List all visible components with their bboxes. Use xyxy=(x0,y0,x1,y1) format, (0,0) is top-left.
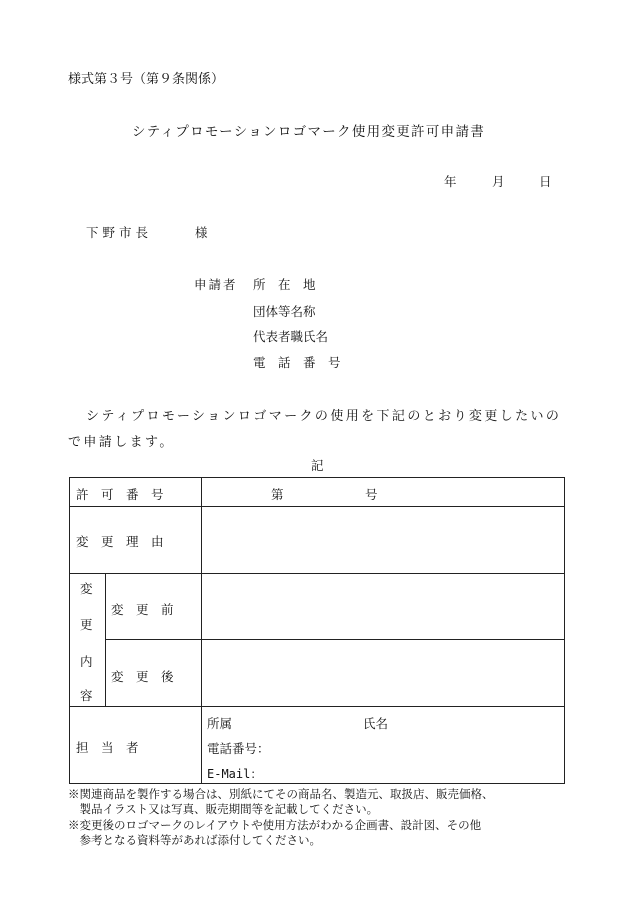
note-line-4: 参考となる資料等があれば添付してください。 xyxy=(68,833,321,847)
addressee-honorific: 様 xyxy=(195,225,208,240)
table-divider xyxy=(105,573,106,706)
note-line-1: ※関連商品を製作する場合は、別紙にてその商品名、製造元、取扱店、販売価格、 xyxy=(68,787,494,801)
addressee-name: 下野市長 xyxy=(86,225,153,240)
table-divider xyxy=(201,478,202,783)
permit-number-label: 許 可 番 号 xyxy=(76,487,164,502)
document-title: シティプロモーションロゴマーク使用変更許可申請書 xyxy=(132,124,486,140)
change-reason-label: 変 更 理 由 xyxy=(76,534,164,549)
application-table xyxy=(69,477,565,784)
contact-email: E-Mail： xyxy=(207,767,263,781)
contact-phone: 電話番号： xyxy=(207,741,270,756)
change-content-char-3: 内 xyxy=(80,654,93,669)
change-content-char-4: 容 xyxy=(80,688,93,703)
date-month: 月 xyxy=(492,174,505,189)
applicant-label: 申請者 xyxy=(194,277,238,292)
table-divider xyxy=(105,639,564,640)
table-divider xyxy=(70,706,564,707)
change-content-char-2: 更 xyxy=(80,617,93,632)
change-content-char-1: 変 xyxy=(80,581,93,596)
ki-heading: 記 xyxy=(311,458,324,473)
contact-affiliation: 所属 xyxy=(207,716,233,731)
form-number: 様式第３号（第９条関係） xyxy=(68,72,225,87)
date-year: 年 xyxy=(444,174,457,189)
table-divider xyxy=(70,573,564,574)
applicant-field-organization: 団体等名称 xyxy=(253,304,316,319)
after-change-label: 変 更 後 xyxy=(111,669,174,684)
permit-number-suffix: 号 xyxy=(365,487,378,502)
date-day: 日 xyxy=(539,174,552,189)
before-change-label: 変 更 前 xyxy=(111,602,174,617)
note-line-3: ※変更後のロゴマークのレイアウトや使用方法がわかる企画書、設計図、その他 xyxy=(68,818,482,832)
body-text-line1: シティプロモーションロゴマークの使用を下記のとおり変更したいの xyxy=(86,409,562,424)
table-divider xyxy=(70,506,564,507)
note-line-2: 製品イラスト又は写真、販売期間等を記載してください。 xyxy=(68,802,379,816)
applicant-field-address: 所 在 地 xyxy=(253,277,316,292)
applicant-field-phone: 電 話 番 号 xyxy=(253,355,341,370)
permit-number-prefix: 第 xyxy=(271,487,284,502)
body-text-line2: で申請します。 xyxy=(68,435,175,450)
contact-person-label: 担 当 者 xyxy=(76,740,139,755)
applicant-field-representative: 代表者職氏名 xyxy=(253,329,329,344)
contact-name: 氏名 xyxy=(363,716,389,731)
